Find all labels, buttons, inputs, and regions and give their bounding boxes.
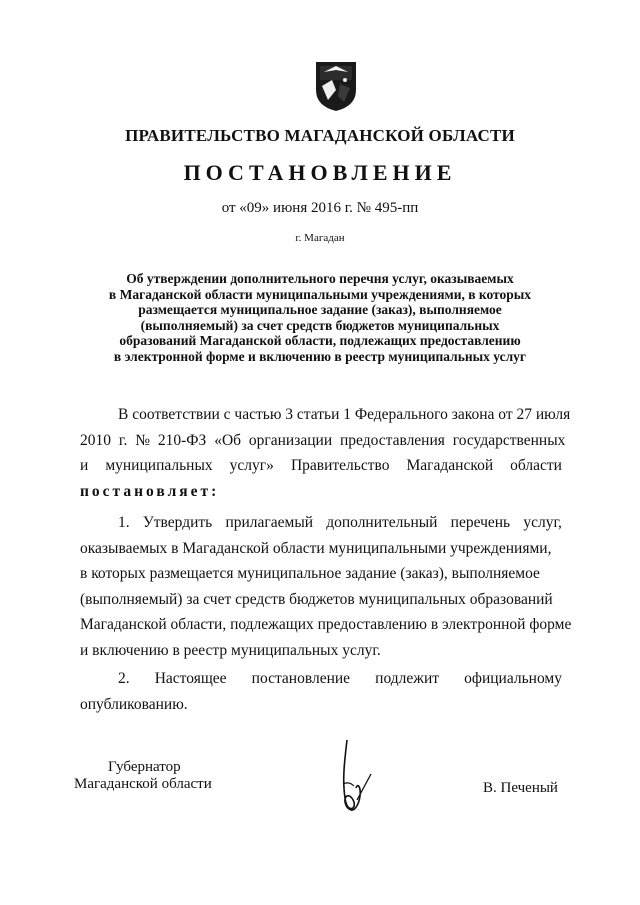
word: 1. <box>118 514 130 531</box>
item-1-line: оказываемых в Магаданской области муниципальными учреждениями, <box>80 539 552 557</box>
word: перечень <box>450 514 511 531</box>
word: области <box>510 457 562 474</box>
item-1-line: в которых размещается муниципальное задание (заказ), выполняемое <box>80 565 540 582</box>
word: постановление <box>251 670 351 687</box>
item-1-line: и включению в реестр муниципальных услуг. <box>80 641 381 659</box>
resolves-word: постановляет: <box>80 482 220 500</box>
handwritten-signature-icon <box>333 738 375 814</box>
subject-line: образований Магаданской области, подлежащих предоставлению <box>119 333 521 348</box>
item-1-line <box>80 510 562 536</box>
subject-line: в Магаданской области муниципальными учреждениями, в которых <box>108 286 532 302</box>
word: 2. <box>118 670 130 687</box>
word: услуг, <box>523 514 562 531</box>
preamble-paragraph <box>80 402 571 504</box>
item-1-line: Магаданской области, подлежащих предоставлению в электронной форме <box>80 616 572 633</box>
subject-line: (выполняемый) за счет средств бюджетов муниципальных <box>140 317 500 333</box>
subject-line: в электронной форме и включению в реестр муниципальных услуг <box>113 348 527 364</box>
word: и <box>80 457 89 474</box>
preamble-line <box>80 453 562 479</box>
word: услуг» <box>229 457 274 474</box>
document-city: г. Магадан <box>295 232 345 244</box>
government-title: ПРАВИТЕЛЬСТВО МАГАДАНСКОЙ ОБЛАСТИ <box>125 126 515 145</box>
item-2-line: опубликованию. <box>80 695 188 713</box>
item-1-paragraph <box>80 510 572 663</box>
word: подлежит <box>375 670 440 687</box>
word: Настоящее <box>154 670 227 687</box>
subject-line: размещается муниципальное задание (заказ), выполняемое <box>138 302 502 317</box>
word: Магаданской <box>406 457 494 474</box>
magadan-coat-of-arms-icon <box>314 60 358 112</box>
signer-position-line: Губернатор <box>108 759 181 775</box>
item-1-line: (выполняемый) за счет средств бюджетов муниципальных образований <box>80 590 553 608</box>
document-subject <box>70 271 570 364</box>
item-2-line <box>80 666 562 692</box>
document-type: ПОСТАНОВЛЕНИЕ <box>183 160 457 185</box>
word: Утвердить <box>142 514 213 531</box>
preamble-line: В соответствии с частью 3 статьи 1 Федерального закона от 27 июля <box>118 406 571 423</box>
word: прилагаемый <box>225 514 314 531</box>
word: муниципальных <box>105 457 213 474</box>
signer-position-line: Магаданской области <box>74 776 212 792</box>
word: дополнительный <box>326 514 438 531</box>
document-date-number: от «09» июня 2016 г. № 495-пп <box>221 200 419 216</box>
signer-position <box>74 759 212 793</box>
subject-line: Об утверждении дополнительного перечня услуг, оказываемых <box>126 271 514 286</box>
preamble-line: 2010 г. № 210-ФЗ «Об организации предоставления государственных <box>80 431 566 449</box>
word: Правительство <box>290 457 390 474</box>
item-2-paragraph <box>80 666 562 717</box>
signer-name: В. Печеный <box>483 780 558 796</box>
word: официальному <box>464 670 562 687</box>
